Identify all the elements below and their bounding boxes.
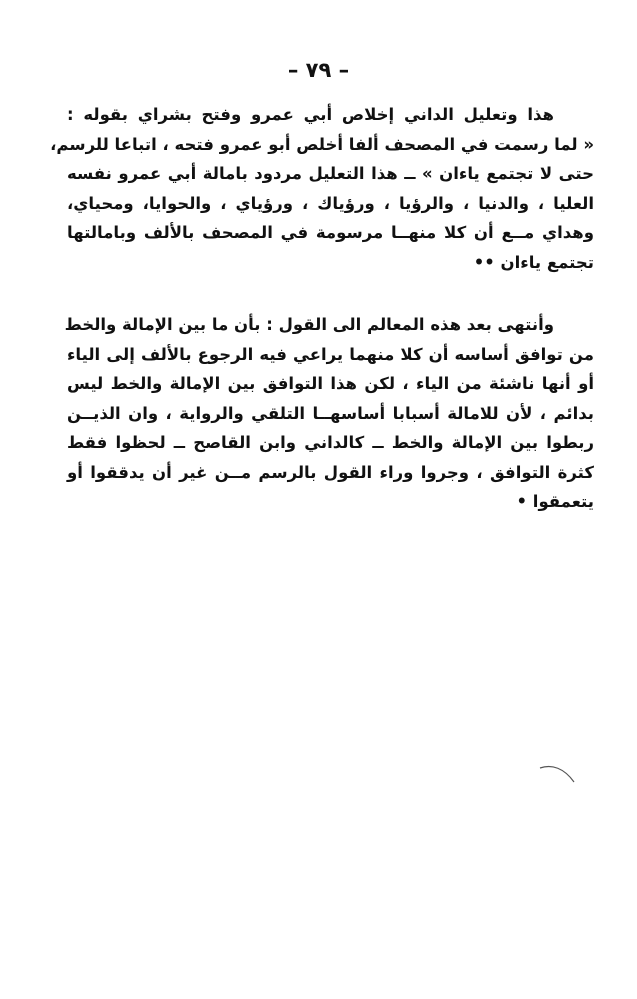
- text-line: وهداي مــع أن كلا منهــا مرسومة في المصحف بالألف وبامالتها: [67, 223, 594, 242]
- text-line: وأنتهى بعد هذه المعالم الى القول : بأن ما بين الإمالة والخط: [64, 315, 554, 334]
- text-line: حتى لا تجتمع ياءان » ــ هذا التعليل مردود بامالة أبي عمرو نفسه: [67, 164, 594, 183]
- text-line: العليا ، والدنيا ، والرؤيا ، ورؤياك ، ورؤياي ، والحوايا، ومحياي،: [67, 193, 594, 213]
- page-number: – ٧٩ –: [287, 58, 350, 82]
- paragraph-2: [64, 310, 594, 517]
- stray-pen-mark: [538, 762, 578, 786]
- text-line: كثرة التوافق ، وجروا وراء القول بالرسم مــن غير أن يدققوا أو: [67, 462, 594, 482]
- text-line: بدائم ، لأن للامالة أسبابا أساسهــا التلقي والرواية ، وان الذيــن: [67, 403, 594, 423]
- paragraph-1: [50, 100, 594, 277]
- text-line: هذا وتعليل الداني إخلاص أبي عمرو وفتح بشراي بقوله :: [67, 105, 554, 124]
- text-line: من توافق أساسه أن كلا منهما يراعي فيه الرجوع بالألف إلى الياء: [67, 344, 594, 364]
- text-line: تجتمع ياءان ••: [473, 252, 594, 272]
- text-line: « لما رسمت في المصحف ألفا أخلص أبو عمرو فتحه ، اتباعا للرسم،: [50, 134, 594, 154]
- text-line: يتعمقوا •: [516, 492, 594, 511]
- text-line: أو أنها ناشئة من الياء ، لكن هذا التوافق بين الإمالة والخط ليس: [67, 374, 594, 393]
- text-line: ربطوا بين الإمالة والخط ــ كالداني وابن القاصح ــ لحظوا فقط: [67, 433, 594, 452]
